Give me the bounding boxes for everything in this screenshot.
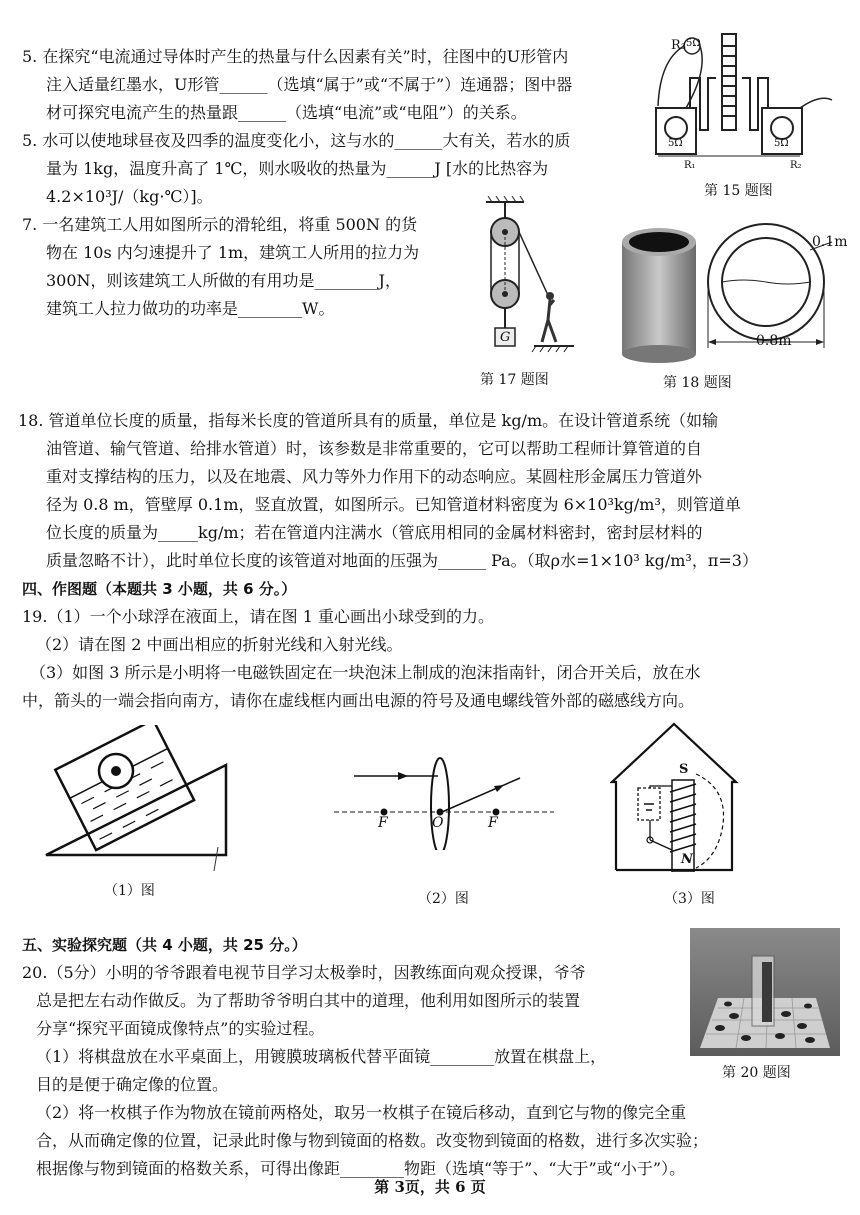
q15-line1: 5. 在探究“电流通过导体时产生的热量与什么因素有关”时，往图中的U形管内 (22, 47, 569, 66)
q19-figure-1 (40, 725, 240, 875)
q17-line3: 300N，则该建筑工人所做的有用功是________J， (46, 271, 401, 290)
q20-line5: 目的是便于确定像的位置。 (36, 1075, 229, 1094)
q19-caption-2: （2）图 (418, 891, 469, 907)
q16-line1: 5. 水可以使地球昼夜及四季的温度变化小，这与水的______大有关，若水的质 (22, 131, 571, 150)
q19-line2: （2）请在图 2 中画出相应的折射光线和入射光线。 (36, 635, 403, 654)
q18-line4: 径为 0.8 m，管壁厚 0.1m，竖直放置，如图所示。已知管道材料密度为 6×10³kg/m³，则管道单 (46, 495, 741, 514)
q20-line3: 分享“探究平面镜成像特点”的实验过程。 (36, 1019, 325, 1038)
q19-line1: 19.（1）一个小球浮在液面上，请在图 1 重心画出小球受到的力。 (22, 607, 494, 626)
q18-line2: 油管道、输气管道、给排水管道）时，该参数是非常重要的，它可以帮助工程师计算管道的自 (46, 439, 703, 458)
q15-label-r1-value: 5Ω (668, 138, 683, 149)
q15-label-r1: R₁ (684, 160, 696, 171)
q19-line3: （3）如图 3 所示是小明将一电磁铁固定在一块泡沫上制成的泡沫指南针，闭合开关后，放在水 (30, 663, 701, 682)
q20-caption: 第 20 题图 (722, 1065, 791, 1081)
q18-line5: 位长度的质量为_____kg/m；若在管道内注满水（管底用相同的金属材料密封，密封层材料的 (46, 523, 703, 542)
q18-caption: 第 18 题图 (663, 375, 732, 391)
q15-label-r2: R₂ (790, 160, 802, 171)
q19-pole-n: N (681, 852, 693, 867)
q20-line2: 总是把左右动作做反。为了帮助爷爷明白其中的道理，他利用如图所示的装置 (36, 991, 581, 1010)
q19-caption-3: （3）图 (664, 891, 715, 907)
q15-label-r2-value: 5Ω (774, 138, 789, 149)
q19-line4: 中，箭头的一端会指向南方，请你在虚线框内画出电源的符号及通电螺线管外部的磁感线方向。 (22, 691, 695, 710)
q18-dim-outer: 0.8m (756, 333, 792, 349)
q20-line8: 根据像与物到镜面的格数关系，可得出像距________物距（选填“等于”、“大于”或“小于”）。 (36, 1159, 686, 1178)
q15-line2: 注入适量红墨水，U形管______（选填“属于”或“不属于”）连通器；图中器 (46, 75, 573, 94)
q20-line7: 合，从而确定像的位置，记录此时像与物到镜面的格数。改变物到镜面的格数，进行多次实验； (36, 1131, 709, 1150)
q18-line1: 18. 管道单位长度的质量，指每米长度的管道所具有的质量，单位是 kg/m。在设计管道系统（如输 (18, 411, 719, 430)
q19-pole-s: S (679, 762, 689, 777)
section-5-title: 五、实验探究题（共 4 小题，共 25 分。） (22, 936, 307, 954)
q18-line6: 质量忽略不计），此时单位长度的该管道对地面的压强为______ Pa。（取ρ水=1×10³ kg/m³，π=3） (46, 551, 758, 570)
q18-line3: 重对支撑结构的压力，以及在地震、风力等外力作用下的动态响应。某圆柱形金属压力管道外 (46, 467, 703, 486)
section-4-title: 四、作图题（本题共 3 小题，共 6 分。） (22, 580, 297, 598)
q16-line3: 4.2×10³J/（kg·℃）]。 (46, 187, 213, 206)
q16-line2: 量为 1kg，温度升高了 1℃，则水吸收的热量为______J [水的比热容为 (46, 159, 549, 178)
q17-line1: 7. 一名建筑工人用如图所示的滑轮组，将重 500N 的货 (22, 215, 418, 234)
q18-dim-wall: 0.1m (812, 234, 848, 250)
q19-figure-3 (610, 720, 740, 872)
q17-pulley-figure (478, 196, 598, 358)
q15-label-r3: R₃ (671, 38, 686, 53)
q19-caption-1: （1）图 (104, 883, 155, 899)
q15-caption: 第 15 题图 (704, 183, 773, 199)
q18-pipe-photo (616, 226, 702, 364)
q19-lens-label-o: O (432, 815, 444, 831)
q19-lens-label-f2: F (488, 815, 498, 831)
q17-caption: 第 17 题图 (480, 372, 549, 388)
page-number: 第 3页，共 6 页 (374, 1178, 486, 1196)
q15-label-r3-value: 5Ω (686, 38, 701, 49)
q20-chessboard-photo (690, 928, 840, 1056)
q17-line4: 建筑工人拉力做功的功率是________W。 (46, 299, 335, 318)
q20-line6: （2）将一枚棋子作为物放在镜前两格处，取另一枚棋子在镜后移动，直到它与物的像完全重 (36, 1103, 687, 1122)
q20-line4: （1）将棋盘放在水平桌面上，用镀膜玻璃板代替平面镜________放置在棋盘上， (36, 1047, 607, 1066)
q17-line2: 物在 10s 内匀速提升了 1m，建筑工人所用的拉力为 (46, 243, 420, 262)
q19-figure-2 (330, 750, 560, 850)
q17-weight-label: G (500, 330, 511, 345)
q15-line3: 材可探究电流产生的热量跟______（选填“电流”或“电阻”）的关系。 (46, 103, 527, 122)
q19-lens-label-f1: F (378, 815, 388, 831)
q20-line1: 20.（5分）小明的爷爷跟着电视节目学习太极拳时，因教练面向观众授课，爷爷 (22, 963, 586, 982)
